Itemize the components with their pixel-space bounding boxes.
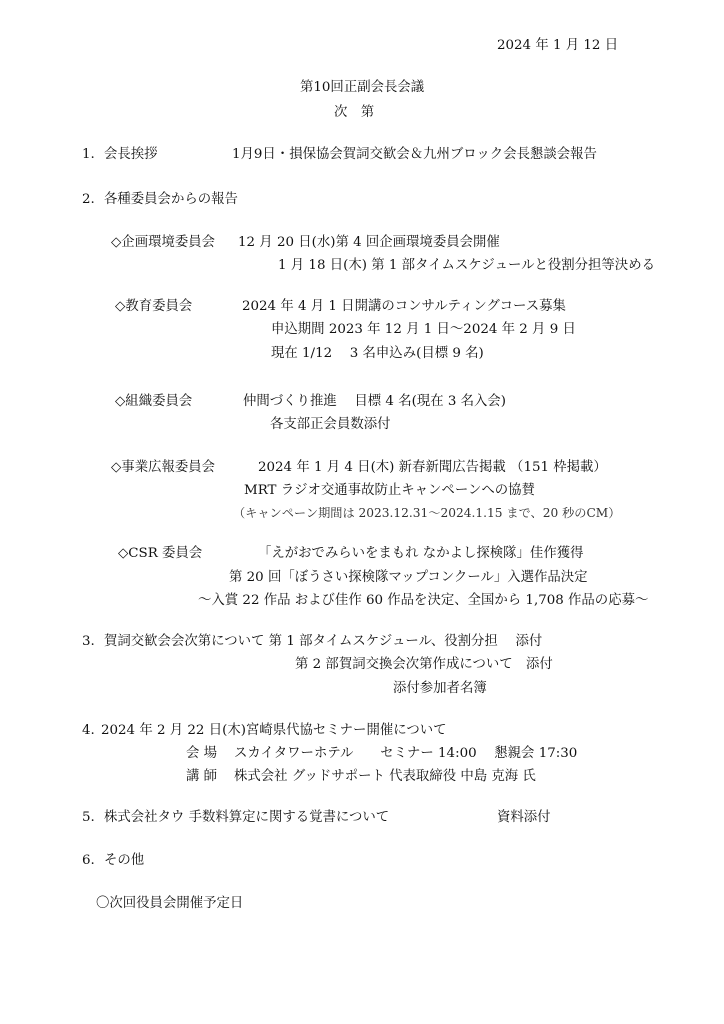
section-3-line-2: 第 2 部賀詞交換会次第作成について 添付 xyxy=(295,657,553,672)
soshiki-line-1: 仲間づくり推進 目標 4 名(現在 3 名入会) xyxy=(243,394,507,409)
soshiki-line-2: 各支部正会員数添付 xyxy=(270,417,391,432)
csr-line-2: 第 20 回「ぼうさい探検隊マップコンクール」入選作品決定 xyxy=(229,570,588,585)
section-5-label: 株式会社タウ 手数料算定に関する覚書について xyxy=(104,810,390,825)
section-2-label: 各種委員会からの報告 xyxy=(104,192,238,207)
kikaku-line-1: 12 月 20 日(水)第 4 回企画環境委員会開催 xyxy=(238,235,500,250)
section-3-number: 3. xyxy=(82,634,95,649)
document-subtitle: 次 第 xyxy=(334,105,375,120)
kikaku-line-2: 1 月 18 日(木) 第 1 部タイムスケジュールと役割分担等決める xyxy=(278,258,655,273)
document-title: 第10回正副会長会議 xyxy=(300,80,425,95)
section-4-line-1: 2024 年 2 月 22 日(木)宮崎県代協セミナー開催について xyxy=(101,723,447,738)
kikaku-committee-name: ◇企画環境委員会 xyxy=(111,235,216,250)
section-5-note: 資料添付 xyxy=(497,810,551,825)
section-1-label: 会長挨拶 xyxy=(104,147,158,162)
kyoiku-committee-name: ◇教育委員会 xyxy=(115,299,193,314)
section-4-lecturer: 株式会社 グッドサポート 代表取締役 中島 克海 氏 xyxy=(234,769,536,784)
jigyo-line-1: 2024 年 1 月 4 日(木) 新春新聞広告掲載 （151 枠掲載） xyxy=(258,460,607,475)
section-4-venue: スカイタワーホテル セミナー 14:00 懇親会 17:30 xyxy=(234,746,578,761)
jigyo-line-2: MRT ラジオ交通事故防止キャンペーンへの協賛 xyxy=(244,483,535,498)
next-meeting-date: 〇次回役員会開催予定日 xyxy=(96,896,244,911)
section-1-detail: 1月9日・損保協会賀詞交歓会＆九州ブロック会長懇談会報告 xyxy=(232,147,597,162)
section-3-line-1: 賀詞交歓会会次第について 第 1 部タイムスケジュール、役割分担 添付 xyxy=(104,634,543,649)
section-4-venue-label: 会 場 xyxy=(186,746,218,761)
csr-line-3: ～入賞 22 作品 および佳作 60 作品を決定、全国から 1,708 作品の応募～ xyxy=(198,593,649,608)
section-6-label: その他 xyxy=(104,853,145,868)
kyoiku-line-2: 申込期間 2023 年 12 月 1 日～2024 年 2 月 9 日 xyxy=(271,322,576,337)
csr-line-1: 「えがおでみらいをまもれ なかよし探検隊」佳作獲得 xyxy=(258,546,584,561)
section-4-lecturer-label: 講 師 xyxy=(186,769,218,784)
kyoiku-line-1: 2024 年 4 月 1 日開講のコンサルティングコース募集 xyxy=(242,299,566,314)
section-3-line-3: 添付参加者名簿 xyxy=(393,681,487,696)
kyoiku-line-3: 現在 1/12 3 名申込み(目標 9 名) xyxy=(271,346,484,361)
section-5-number: 5. xyxy=(82,810,95,825)
section-6-number: 6. xyxy=(82,853,95,868)
soshiki-committee-name: ◇組織委員会 xyxy=(115,394,193,409)
section-2-number: 2. xyxy=(82,192,95,207)
document-date: 2024 年 1 月 12 日 xyxy=(497,38,619,53)
jigyo-committee-name: ◇事業広報委員会 xyxy=(111,460,216,475)
csr-committee-name: ◇CSR 委員会 xyxy=(118,546,203,561)
section-1-number: 1. xyxy=(82,147,95,162)
jigyo-line-3: （キャンペーン期間は 2023.12.31～2024.1.15 まで、20 秒のCM） xyxy=(233,506,621,520)
section-4-number: 4. xyxy=(82,723,95,738)
